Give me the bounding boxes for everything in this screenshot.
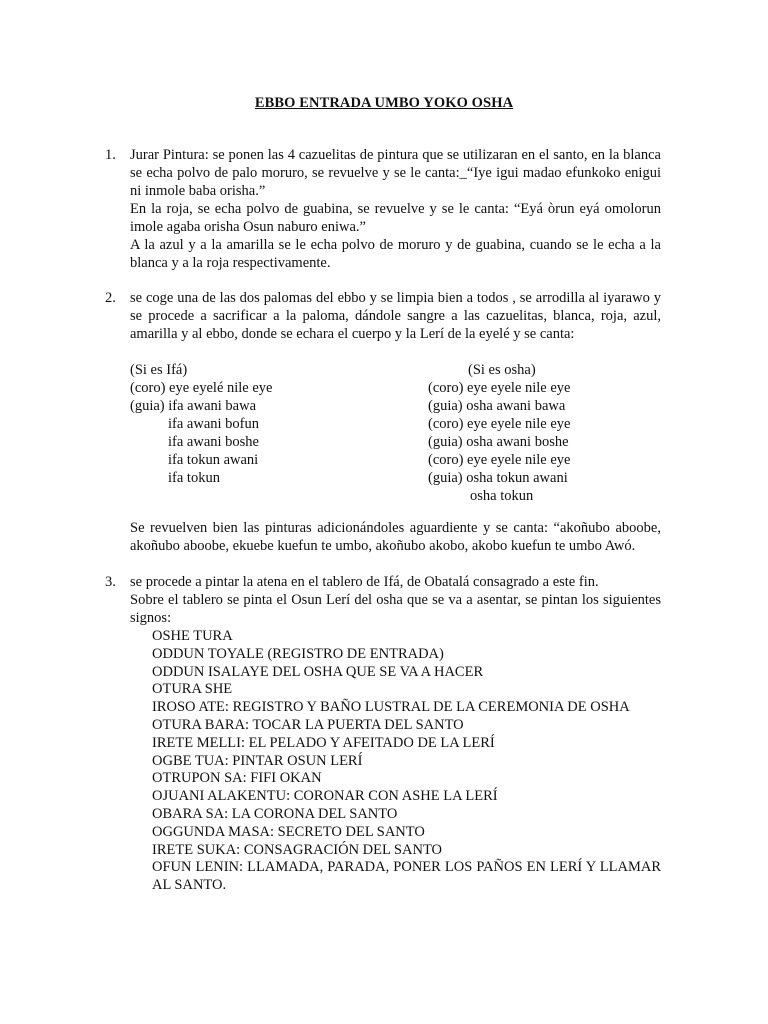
paragraph-azul-amarilla: A la azul y a la amarilla se le echa polvo de moruro y de guabina, cuando se le echa a la blanca y a la roja respectivamente. [130,237,661,271]
sign-item: ODDUN TOYALE (REGISTRO DE ENTRADA) [152,645,444,662]
paragraph-aguardiente: Se revuelven bien las pinturas adicionándoles aguardiente y se canta: “akoñubo aboobe, akoñubo aboobe, ekuebe kuefun te umbo, akoñubo akobo, akobo kuefun te umbo Awó. [130,520,661,554]
chant-line: ifa awani bofun [168,416,259,432]
list-number-3: 3. [105,574,116,590]
chant-line: (guia) osha awani boshe [428,434,569,450]
document-title: EBBO ENTRADA UMBO YOKO OSHA [254,95,514,111]
paragraph-palomas: se coge una de las dos palomas del ebbo y se limpia bien a todos , se arrodilla al iyarawo y se procede a sacrificar a la paloma, dándole sangre a las cazuelitas, blanca, roja, azul, amarilla y al ebbo, donde se echara el cuerpo y la Lerí de la eyelé y se canta: [130,290,661,342]
list-item-2-body [130,289,661,555]
paragraph-tablero: Sobre el tablero se pinta el Osun Lerí del osha que se va a asentar, se pintan los siguientes signos: [130,592,661,626]
chant-line: ifa awani boshe [168,434,259,450]
signs-list [152,627,661,894]
chant-line: (guia) osha awani bawa [428,398,566,414]
chant-line: ifa tokun [168,470,220,486]
sign-item: OGGUNDA MASA: SECRETO DEL SANTO [152,823,425,840]
chant-line: (coro) eye eyelé nile eye [130,380,273,396]
list-item-1-body [130,146,661,272]
sign-item: OFUN LENIN: LLAMADA, PARADA, PONER LOS PAÑOS EN LERÍ Y LLAMAR AL SANTO. [152,859,661,894]
sign-item: OBARA SA: LA CORONA DEL SANTO [152,805,398,822]
sign-item: IROSO ATE: REGISTRO Y BAÑO LUSTRAL DE LA CEREMONIA DE OSHA [152,699,630,716]
sign-item: OSHE TURA [152,628,233,644]
chant-line: (coro) eye eyele nile eye [428,452,571,468]
list-item-3-body [130,573,661,894]
list-number-2: 2. [105,290,116,306]
sign-item: OTURA BARA: TOCAR LA PUERTA DEL SANTO [152,716,464,733]
chant-osha-column [428,361,668,505]
chant-line: ifa tokun awani [168,452,259,468]
sign-item: OJUANI ALAKENTU: CORONAR CON ASHE LA LERÍ [152,788,498,805]
sign-item: ODDUN ISALAYE DEL OSHA QUE SE VA A HACER [152,663,484,680]
chant-line: (guia) osha tokun awani [428,470,568,486]
paragraph-roja: En la roja, se echa polvo de guabina, se revuelve y se le canta: “Eyá òrun eyá omolorun imole agaba orisha Osun naburo eniwa.” [130,201,661,235]
chant-line: (coro) eye eyele nile eye [428,416,571,432]
paragraph-atena: se procede a pintar la atena en el tablero de Ifá, de Obatalá consagrado a este fin. [130,574,599,590]
sign-item: OTURA SHE [152,681,233,698]
chant-line: (coro) eye eyele nile eye [428,380,571,396]
sign-item: IRETE SUKA: CONSAGRACIÓN DEL SANTO [152,841,443,858]
chant-line: osha tokun [470,488,534,504]
chant-ifa-column [130,361,410,487]
sign-item: OTRUPON SA: FIFI OKAN [152,770,322,787]
chant-line: (Si es Ifá) [130,362,188,378]
sign-item: IRETE MELLI: EL PELADO Y AFEITADO DE LA LERÍ [152,734,495,751]
paragraph-jurar-pintura: Jurar Pintura: se ponen las 4 cazuelitas de pintura que se utilizaran en el santo, en la blanca se echa polvo de palo moruro, se revuelve y se le canta:_“Iye igui madao efunkoko enigui ni inmole baba orisha.” [130,147,661,199]
chant-columns [130,361,661,505]
chant-line: (Si es osha) [468,362,536,378]
sign-item: OGBE TUA: PINTAR OSUN LERÍ [152,752,363,769]
list-number-1: 1. [105,147,116,163]
chant-line: (guia) ifa awani bawa [130,398,257,414]
